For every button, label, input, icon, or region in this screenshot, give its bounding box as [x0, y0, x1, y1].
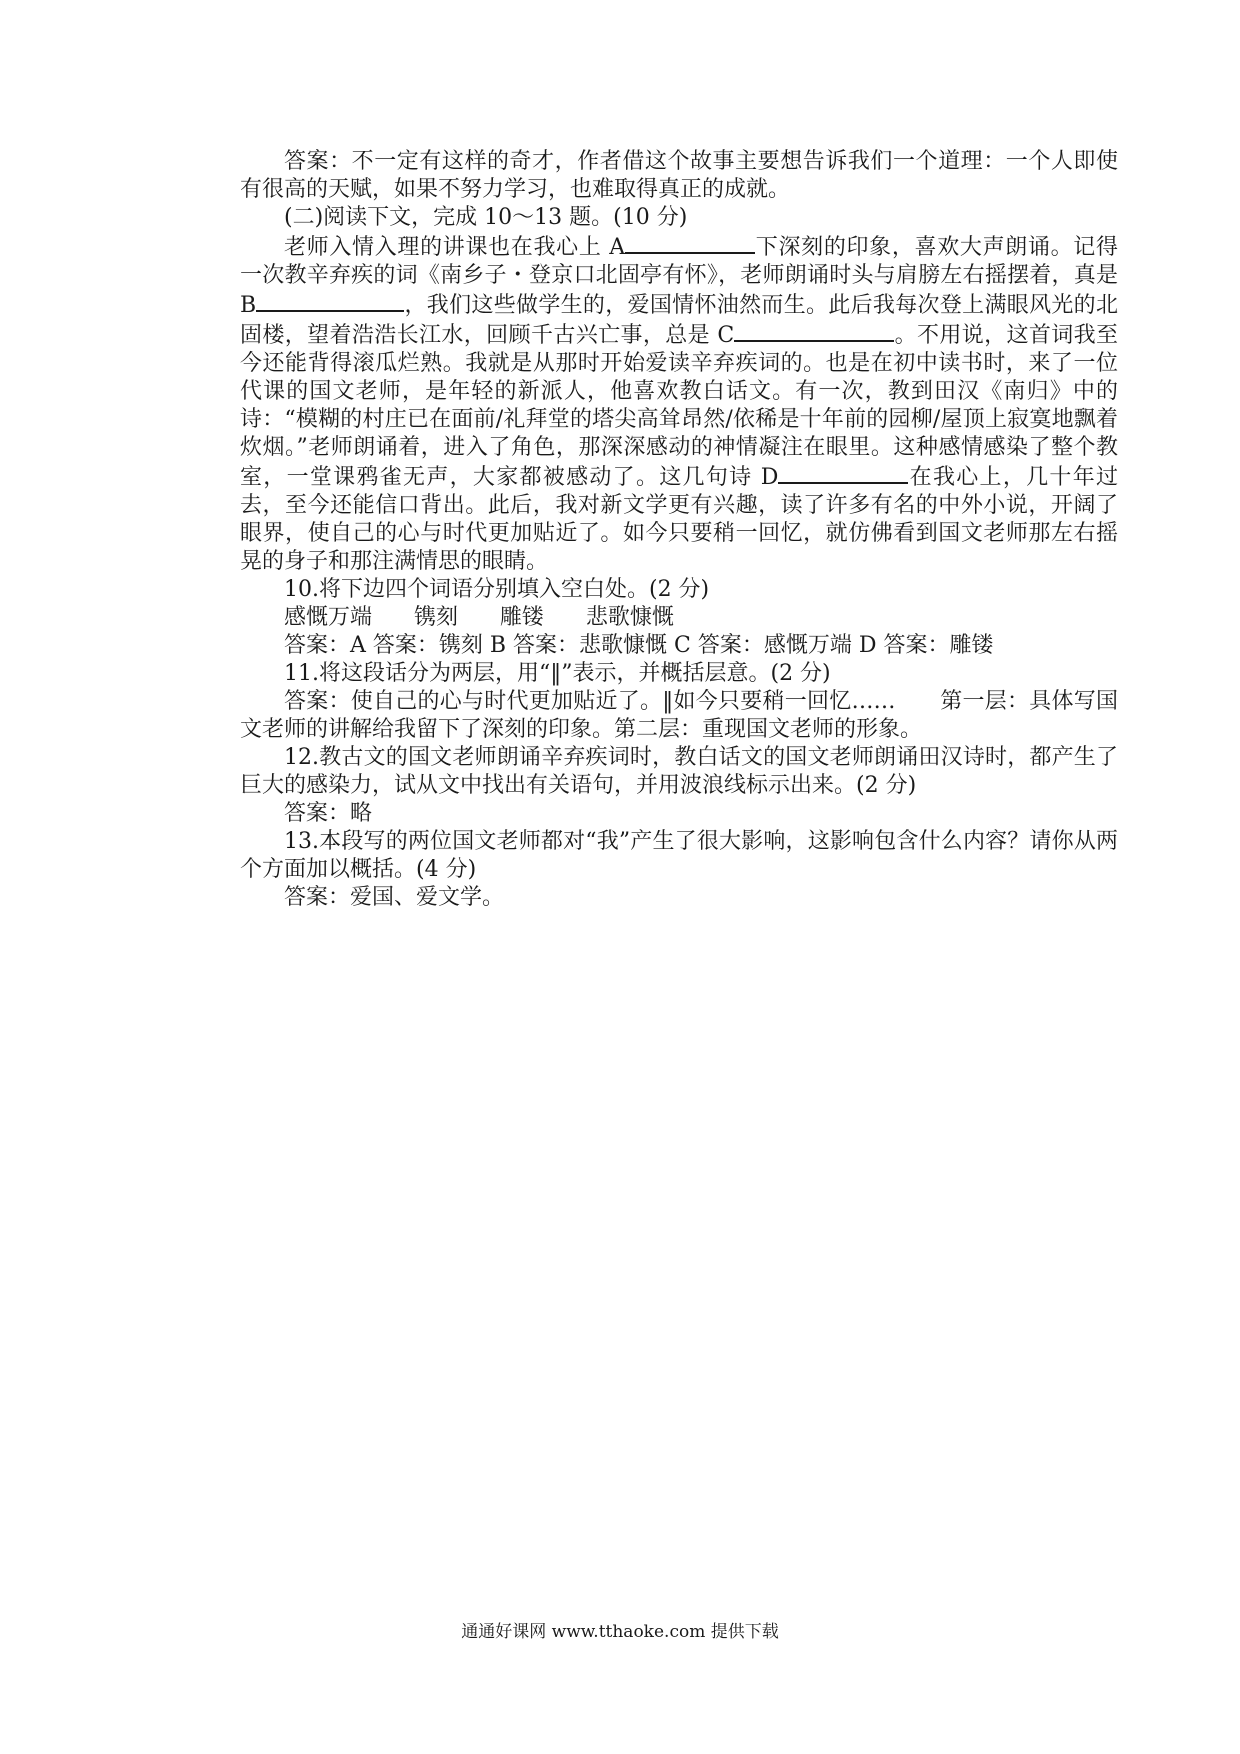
blank-a: [625, 232, 755, 254]
answer-paragraph: 答案：不一定有这样的奇才，作者借这个故事主要想告诉我们一个道理：一个人即使有很高的天赋，如果不努力学习，也难取得真正的成就。: [240, 149, 1118, 202]
answer-10: 答案：A 答案：镌刻 B 答案：悲歌慷慨 C 答案：感慨万端 D 答案：雕镂: [284, 633, 994, 658]
blank-c: [734, 320, 894, 342]
passage-text-3: ，我们这些做学生的，爱国情怀油然而生。此后我每次登上满眼风光的北固楼，望着浩浩长江水，回顾千古兴亡事，总是 C: [240, 293, 1118, 348]
section-heading: (二)阅读下文，完成 10～13 题。(10 分): [284, 205, 688, 230]
blank-d: [778, 462, 908, 484]
answer-13: 答案：爱国、爱文学。: [284, 885, 505, 910]
word-options: 感慨万端 镌刻 雕镂 悲歌慷慨: [284, 605, 674, 630]
passage-text-1: 老师入情入理的讲课也在我心上 A: [284, 235, 626, 260]
blank-b: [256, 290, 404, 312]
question-12: 12.教古文的国文老师朗诵辛弃疾词时，教白话文的国文老师朗诵田汉诗时，都产生了巨大的感染力，试从文中找出有关语句，并用波浪线标示出来。(2 分): [240, 745, 1118, 798]
page-footer: 通通好课网 www.tthaoke.com 提供下载: [461, 1622, 779, 1642]
answer-12: 答案：略: [284, 801, 373, 826]
question-10: 10.将下边四个词语分别填入空白处。(2 分): [284, 577, 710, 602]
passage-text-2: 下深刻的印象，喜欢大声朗诵。记得一次教辛弃疾的词《南乡子・登京口北固亭有怀》，老师朗诵时头与肩膀左右摇摆着，真是 B: [240, 235, 1118, 318]
passage-text-4: 。不用说，这首词我至今还能背得滚瓜烂熟。我就是从那时开始爱读辛弃疾词的。也是在初中读书时，来了一位代课的国文老师，是年轻的新派人，他喜欢教白话文。有一次，教到田汉《南归》中的诗：“模糊的村庄已在面前/礼拜堂的塔尖高耸昂然/依稀是十年前的园柳/屋顶上寂寞地飘着炊烟。”老师朗诵着，进入了角色，那深深感动的神情凝注在眼里。这种感情感染了整个教室，一堂课鸦雀无声，大家都被感动了。这几句诗 D: [240, 323, 1118, 490]
reading-passage: [240, 232, 1118, 576]
question-13: 13.本段写的两位国文老师都对“我”产生了很大影响，这影响包含什么内容？请你从两个方面加以概括。(4 分): [240, 829, 1118, 882]
passage-text-5: 在我心上，几十年过去，至今还能信口背出。此后，我对新文学更有兴趣，读了许多有名的中外小说，开阔了眼界，使自己的心与时代更加贴近了。如今只要稍一回忆，就仿佛看到国文老师那左右摇晃的身子和那注满情思的眼睛。: [240, 465, 1118, 574]
document-body: [240, 148, 1118, 912]
answer-11: 答案：使自己的心与时代更加贴近了。‖如今只要稍一回忆…… 第一层：具体写国文老师的讲解给我留下了深刻的印象。第二层：重现国文老师的形象。: [240, 689, 1118, 742]
question-11: 11.将这段话分为两层，用“‖”表示，并概括层意。(2 分): [284, 661, 831, 686]
